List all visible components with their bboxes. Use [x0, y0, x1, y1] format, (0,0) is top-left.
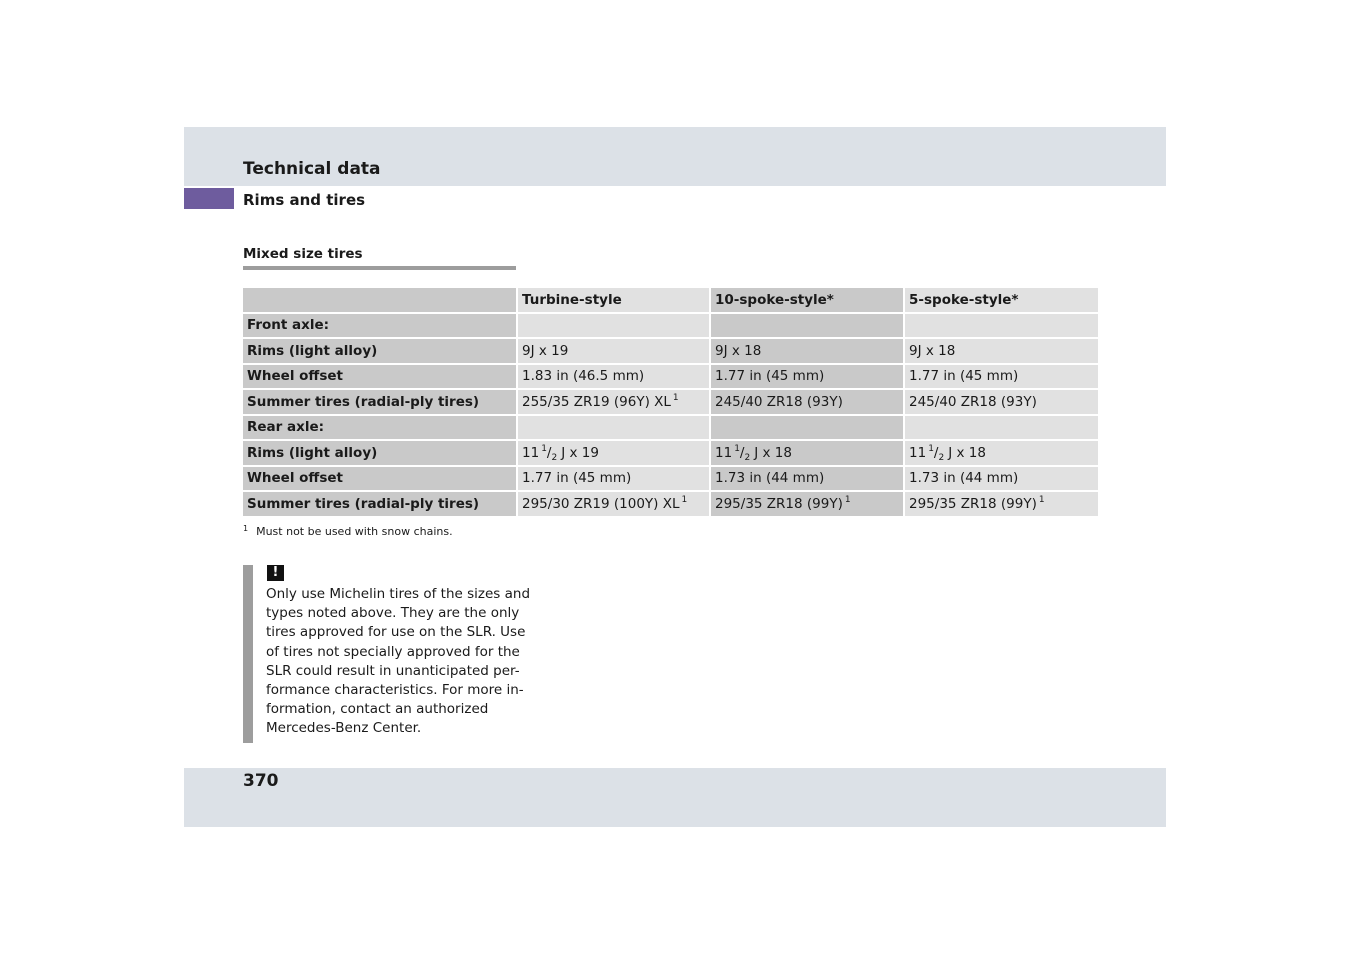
cell-value: 9J x 18 — [909, 342, 956, 359]
row-label: Summer tires (radial-ply tires) — [243, 492, 516, 516]
notice-text — [266, 585, 531, 739]
table-cell — [905, 441, 1098, 465]
fraction-numerator: 1 — [541, 443, 547, 454]
table-header-row — [243, 288, 1098, 312]
row-label: Summer tires (radial-ply tires) — [243, 390, 516, 414]
footer-band — [184, 768, 1166, 827]
footnote-ref: 1 — [844, 494, 851, 505]
subsection-title: Rims and tires — [243, 191, 366, 209]
cell-value: 295/35 ZR18 (99Y) — [715, 495, 843, 512]
block-title-rule — [243, 266, 516, 270]
table-row — [243, 492, 1098, 516]
notice-bar — [243, 565, 253, 743]
table-cell — [711, 314, 903, 338]
rim-size-rest: J x 18 — [754, 444, 792, 461]
table-cell — [518, 441, 709, 465]
footnote-ref: 1 — [672, 392, 679, 403]
block-title: Mixed size tires — [243, 246, 363, 262]
table-cell — [905, 365, 1098, 389]
table-row — [243, 314, 1098, 338]
cell-value: 1.73 in (44 mm) — [909, 470, 1019, 487]
row-label: Wheel offset — [243, 467, 516, 491]
table-cell — [711, 416, 903, 440]
table-row — [243, 416, 1098, 440]
fraction-slash: / — [546, 444, 552, 461]
table-cell — [518, 416, 709, 440]
cell-value: 9J x 18 — [715, 342, 762, 359]
notice-line: of tires not specially approved for the — [266, 643, 520, 660]
table-cell — [518, 365, 709, 389]
table-row — [243, 339, 1098, 363]
notice-line: formance characteristics. For more in- — [266, 682, 524, 699]
fraction-denominator: 2 — [938, 452, 945, 463]
row-label: Wheel offset — [243, 365, 516, 389]
row-label: Rear axle: — [243, 416, 516, 440]
cell-value: 1.77 in (45 mm) — [522, 470, 632, 487]
notice-line: formation, contact an authorized — [266, 701, 489, 718]
cell-value: 9J x 19 — [522, 342, 569, 359]
table-cell — [518, 339, 709, 363]
warning-icon: ! — [267, 565, 284, 581]
fraction-slash: / — [739, 444, 745, 461]
cell-value: 295/30 ZR19 (100Y) XL — [522, 495, 680, 512]
cell-value: 1.83 in (46.5 mm) — [522, 368, 645, 385]
row-label: Rims (light alloy) — [243, 339, 516, 363]
table-cell — [518, 467, 709, 491]
section-tab-marker — [184, 188, 234, 209]
row-label: Rims (light alloy) — [243, 441, 516, 465]
cell-value: 1.77 in (45 mm) — [715, 368, 825, 385]
table-row — [243, 365, 1098, 389]
table-cell — [905, 492, 1098, 516]
table-cell — [905, 314, 1098, 338]
table-cell — [711, 339, 903, 363]
fraction-numerator: 1 — [928, 443, 934, 454]
table-row — [243, 441, 1098, 465]
footnote-ref: 1 — [1038, 494, 1045, 505]
fraction-whole: 11 — [715, 444, 733, 461]
table-cell — [711, 492, 903, 516]
column-header: 5-spoke-style* — [905, 288, 1098, 312]
footnote-ref: 1 — [681, 494, 688, 505]
table-cell — [518, 314, 709, 338]
notice-line: Mercedes-Benz Center. — [266, 720, 422, 737]
notice-line: tires approved for use on the SLR. Use — [266, 624, 526, 641]
table-cell — [518, 492, 709, 516]
column-header: Turbine-style — [518, 288, 709, 312]
table-cell — [711, 390, 903, 414]
table-row — [243, 390, 1098, 414]
fraction-slash: / — [933, 444, 939, 461]
table-cell — [711, 441, 903, 465]
notice-line: SLR could result in unanticipated per- — [266, 662, 520, 679]
footnote-mark: 1 — [243, 524, 249, 533]
table-row — [243, 467, 1098, 491]
section-title: Technical data — [243, 159, 381, 179]
notice-line: Only use Michelin tires of the sizes and — [266, 586, 531, 602]
row-label: Front axle: — [243, 314, 516, 338]
table-cell — [905, 339, 1098, 363]
fraction-denominator: 2 — [551, 452, 558, 463]
fraction-whole: 11 — [522, 444, 540, 461]
table-cell — [905, 416, 1098, 440]
table-cell — [711, 467, 903, 491]
cell-value: 245/40 ZR18 (93Y) — [715, 393, 843, 410]
rim-size-rest: J x 19 — [561, 444, 599, 461]
cell-value: 295/35 ZR18 (99Y) — [909, 495, 1037, 512]
page-number: 370 — [243, 771, 279, 791]
table-cell — [905, 390, 1098, 414]
table-cell — [905, 467, 1098, 491]
footnote — [243, 524, 453, 538]
cell-value: 255/35 ZR19 (96Y) XL — [522, 393, 671, 410]
table-cell — [518, 390, 709, 414]
tire-spec-table — [241, 286, 1100, 518]
column-header: 10-spoke-style* — [711, 288, 903, 312]
fraction-whole: 11 — [909, 444, 927, 461]
cell-value: 1.77 in (45 mm) — [909, 368, 1019, 385]
table-cell — [711, 365, 903, 389]
fraction-numerator: 1 — [734, 443, 740, 454]
column-header-empty — [243, 288, 516, 312]
cell-value: 1.73 in (44 mm) — [715, 470, 825, 487]
rim-size-rest: J x 18 — [948, 444, 986, 461]
fraction-denominator: 2 — [744, 452, 751, 463]
footnote-text: Must not be used with snow chains. — [256, 525, 453, 538]
notice-line: types noted above. They are the only — [266, 605, 520, 622]
cell-value: 245/40 ZR18 (93Y) — [909, 393, 1037, 410]
